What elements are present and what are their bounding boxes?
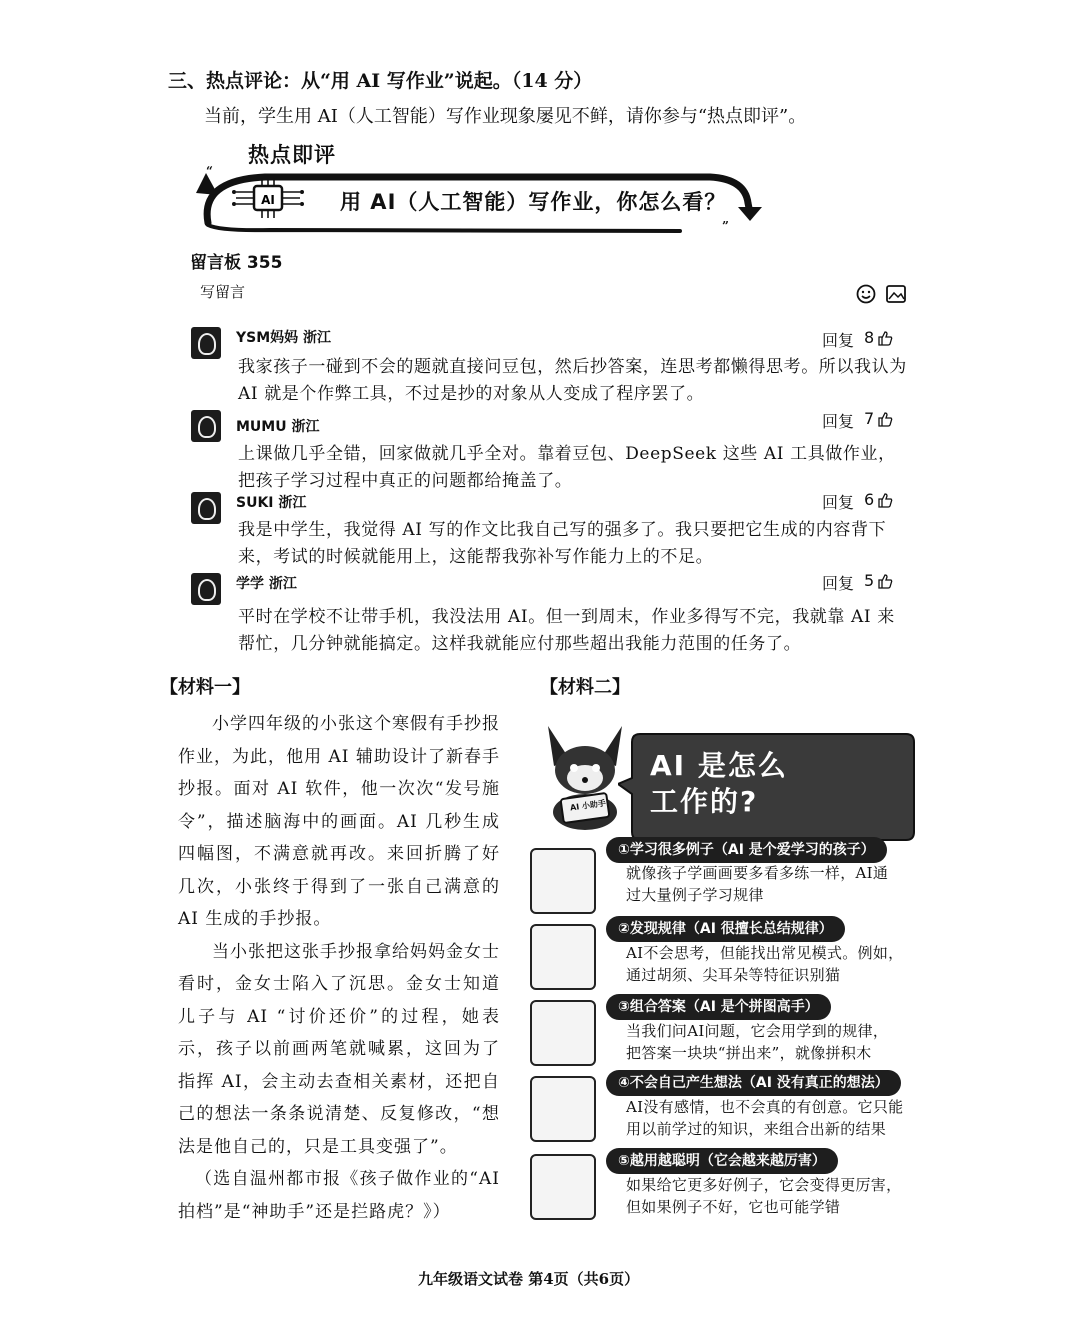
page-footer: 九年级语文试卷 第4页（共6页） xyxy=(418,1270,640,1288)
banner-question: 用 AI（人工智能）写作业，你怎么看？ xyxy=(340,190,727,214)
avatar xyxy=(191,492,221,524)
svg-text:AI: AI xyxy=(261,193,275,207)
comment-text: 平时在学校不让带手机，我没法用 AI。但一到周末，作业多得写不完，我就靠 AI 来帮忙，几分钟就能搞定。这样我就能应付那些超出我能力范围的任务了。 xyxy=(238,607,895,654)
bubble-text: AI 是怎么工作的? xyxy=(650,749,788,818)
step-3-text-line1: 当我们问AI问题，它会用学到的规律， xyxy=(626,1022,889,1040)
step-4-text-line1: AI没有感情，也不会真的有创意。它只能 xyxy=(626,1098,904,1116)
step-4-label: ④不会自己产生想法（AI 没有真正的想法） xyxy=(606,1070,901,1096)
comment-user: SUKI 浙江 xyxy=(236,495,307,511)
like-count: 8 xyxy=(864,328,875,347)
step-3-label: ③组合答案（AI 是个拼图高手） xyxy=(606,994,831,1020)
comment-user: YSM妈妈 浙江 xyxy=(236,330,332,346)
step-1-text-line1: 就像孩子学画画要多看多练一样，AI通 xyxy=(626,864,889,882)
avatar xyxy=(191,327,221,359)
step-5-text-line1: 如果给它更多好例子，它会变得更厉害， xyxy=(626,1176,902,1194)
avatar xyxy=(191,573,221,605)
comment-text: 上课做几乎全错，回家做就几乎全对。靠着豆包、DeepSeek 这些 AI 工具做作业，把孩子学习过程中真正的问题都给掩盖了。 xyxy=(238,444,896,491)
step-4-picture xyxy=(530,1076,596,1142)
step-4-text-line2: 用以前学过的知识，来组合出新的结果 xyxy=(626,1120,887,1138)
comment-user: MUMU 浙江 xyxy=(236,419,320,435)
image-icon[interactable] xyxy=(887,286,905,302)
like-count: 7 xyxy=(864,409,875,428)
board-title: 留言板 355 xyxy=(190,253,283,273)
step-1-picture xyxy=(530,848,596,914)
section-heading: 三、热点评论：从“用 AI 写作业”说起。（14 分） xyxy=(168,70,593,92)
reply-button[interactable]: 回复 xyxy=(822,331,855,350)
comment-text: 我是中学生，我觉得 AI 写的作文比我自己写的强多了。我只要把它生成的内容背下来，考试的时候就能用上，这能帮我弥补写作能力上的不足。 xyxy=(238,520,887,567)
comment-text: 我家孩子一碰到不会的题就直接问豆包，然后抄答案，连思考都懒得思考。所以我认为 AI 就是个作弊工具，不过是抄的对象从人变成了程序罢了。 xyxy=(238,357,907,404)
thumbs-up-icon[interactable] xyxy=(877,330,893,346)
thumbs-up-icon[interactable] xyxy=(877,492,893,508)
banner-open-quote: “ xyxy=(206,164,213,178)
material-2-title: 【材料二】 xyxy=(540,677,630,698)
banner-title: 热点即评 xyxy=(248,143,336,167)
material-1-paragraph: 小学四年级的小张这个寒假有手抄报作业，为此，他用 AI 辅助设计了新春手抄报。面对 AI 软件，他一次次“发号施令”，描述脑海中的画面。AI 几秒生成四幅图，不满意就再改。来回折腾了好几次，小张终于得到了一张自己满意的 AI 生成的手抄报。 xyxy=(178,714,500,929)
step-5-label: ⑤越用越聪明（它会越来越厉害） xyxy=(606,1148,838,1174)
section-intro: 当前，学生用 AI（人工智能）写作业现象屡见不鲜，请你参与“热点即评”。 xyxy=(204,106,807,127)
material-1-body xyxy=(178,708,500,1228)
step-2-label: ②发现规律（AI 很擅长总结规律） xyxy=(606,916,845,942)
material-1-source: （选自温州都市报《孩子做作业的“AI 拍档”是“神助手”还是拦路虎？》） xyxy=(178,1169,500,1222)
banner-close-quote: ” xyxy=(722,219,729,233)
step-1-label: ①学习很多例子（AI 是个爱学习的孩子） xyxy=(606,837,887,863)
smiley-icon[interactable] xyxy=(858,286,875,303)
comment-user: 学学 浙江 xyxy=(236,576,297,592)
write-comment-link[interactable]: 写留言 xyxy=(200,283,246,301)
material-1-paragraph: 当小张把这张手抄报拿给妈妈金女士看时，金女士陷入了沉思。金女士知道儿子与 AI “讨价还价”的过程，她表示，孩子以前画两笔就喊累，这回为了指挥 AI，会主动去查相关素材，还把自己的想法一条条说清楚、反复修改，“想法是他自己的，只是工具变强了”。 xyxy=(178,941,500,1157)
thumbs-up-icon[interactable] xyxy=(877,411,893,427)
step-3-picture xyxy=(530,1000,596,1066)
reply-button[interactable]: 回复 xyxy=(822,574,855,593)
thumbs-up-icon[interactable] xyxy=(877,573,893,589)
step-1-text-line2: 过大量例子学习规律 xyxy=(626,886,764,904)
mascot-sign-text: AI 小助手 xyxy=(569,798,607,813)
like-count: 5 xyxy=(864,571,875,590)
step-2-text-line1: AI不会思考，但能找出常见模式。例如， xyxy=(626,944,904,962)
avatar xyxy=(191,410,221,442)
step-3-text-line2: 把答案一块块“拼出来”，就像拼积木 xyxy=(626,1044,872,1062)
comment-tools xyxy=(856,283,908,305)
reply-button[interactable]: 回复 xyxy=(822,412,855,431)
fox-mascot-icon xyxy=(540,722,630,832)
step-5-text-line2: 但如果例子不好，它也可能学错 xyxy=(626,1198,841,1216)
step-2-text-line2: 通过胡须、尖耳朵等特征识别猫 xyxy=(626,966,841,984)
like-count: 6 xyxy=(864,490,875,509)
step-5-picture xyxy=(530,1154,596,1220)
reply-button[interactable]: 回复 xyxy=(822,493,855,512)
material-1-title: 【材料一】 xyxy=(160,677,250,698)
ai-chip-icon xyxy=(228,176,308,220)
step-2-picture xyxy=(530,924,596,990)
